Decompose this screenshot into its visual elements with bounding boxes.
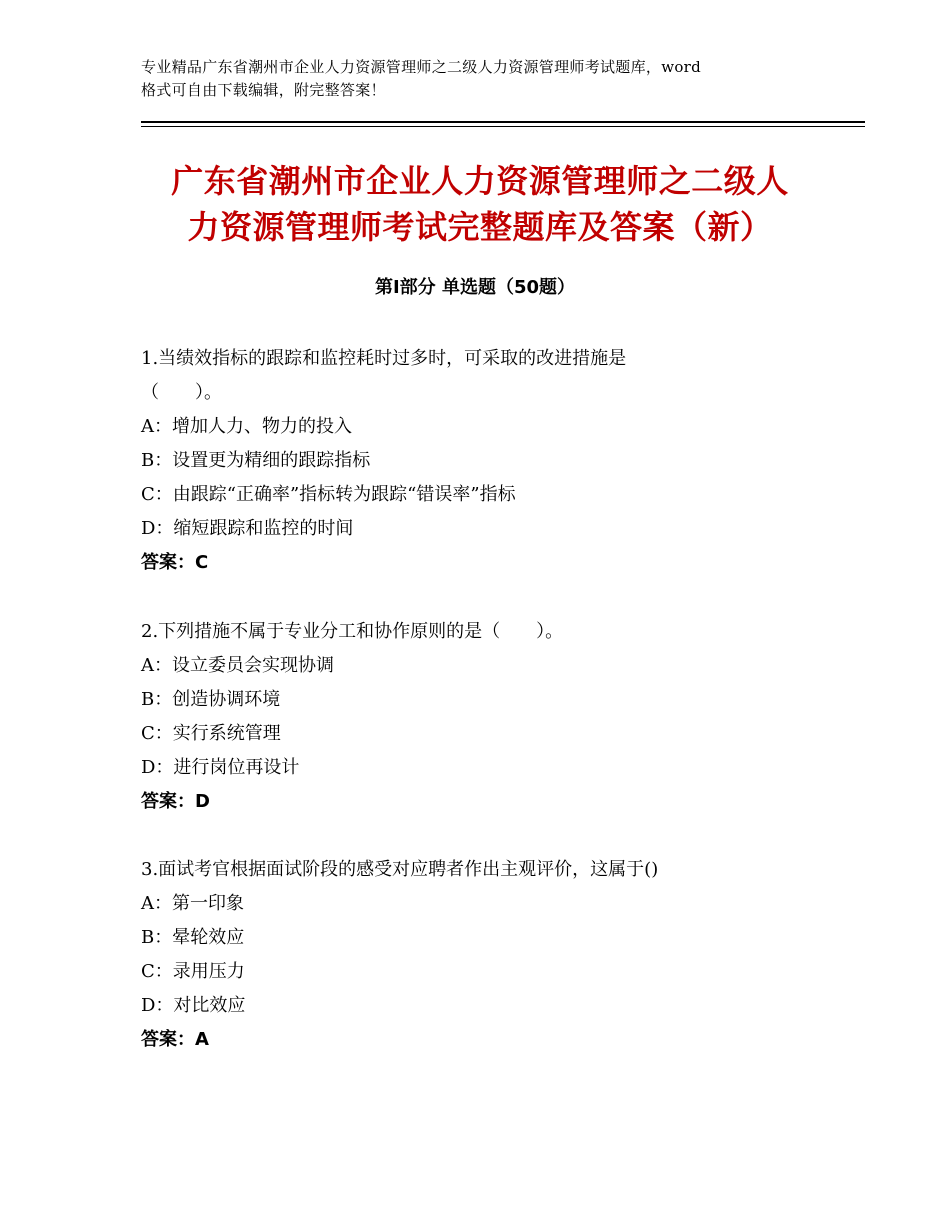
header-note-line-1: 专业精品广东省潮州市企业人力资源管理师之二级人力资源管理师考试题库，word [141, 58, 702, 76]
document-title-line-2: 力资源管理师考试完整题库及答案（新） [187, 208, 773, 246]
question-2-option-a: A：设立委员会实现协调 [141, 655, 334, 676]
question-2-option-c: C：实行系统管理 [141, 723, 281, 744]
question-3-answer: 答案：A [141, 1029, 209, 1050]
question-2-answer: 答案：D [141, 791, 210, 812]
document-title-line-1: 广东省潮州市企业人力资源管理师之二级人 [171, 162, 789, 200]
question-1-option-d: D：缩短跟踪和监控的时间 [141, 518, 354, 539]
question-1-stem-continued: （ ）。 [141, 382, 222, 403]
question-2-option-b: B：创造协调环境 [141, 689, 281, 710]
question-1-option-c: C：由跟踪“正确率”指标转为跟踪“错误率”指标 [141, 484, 516, 505]
question-1-stem: 1.当绩效指标的跟踪和监控耗时过多时，可采取的改进措施是 [141, 348, 627, 369]
question-1 [141, 342, 821, 580]
question-2-stem: 2.下列措施不属于专业分工和协作原则的是（ ）。 [141, 621, 564, 642]
question-3-option-c: C：录用压力 [141, 961, 245, 982]
question-2 [141, 615, 821, 819]
question-1-option-b: B：设置更为精细的跟踪指标 [141, 450, 371, 471]
question-2-option-d: D：进行岗位再设计 [141, 757, 300, 778]
question-3-option-d: D：对比效应 [141, 995, 246, 1016]
header-divider-thin [141, 126, 865, 127]
question-3-stem: 3.面试考官根据面试阶段的感受对应聘者作出主观评价，这属于() [141, 859, 659, 880]
question-1-option-a: A：增加人力、物力的投入 [141, 416, 352, 437]
header-divider-thick [141, 121, 865, 123]
section-heading: 第Ⅰ部分 单选题（50题） [374, 277, 575, 298]
header-note-line-2: 格式可自由下载编辑，附完整答案！ [141, 81, 386, 99]
question-3 [141, 853, 821, 1057]
header-note [141, 56, 831, 102]
question-3-option-b: B：晕轮效应 [141, 927, 245, 948]
question-3-option-a: A：第一印象 [141, 893, 244, 914]
document-title [130, 158, 830, 250]
question-1-answer: 答案：C [141, 552, 209, 573]
